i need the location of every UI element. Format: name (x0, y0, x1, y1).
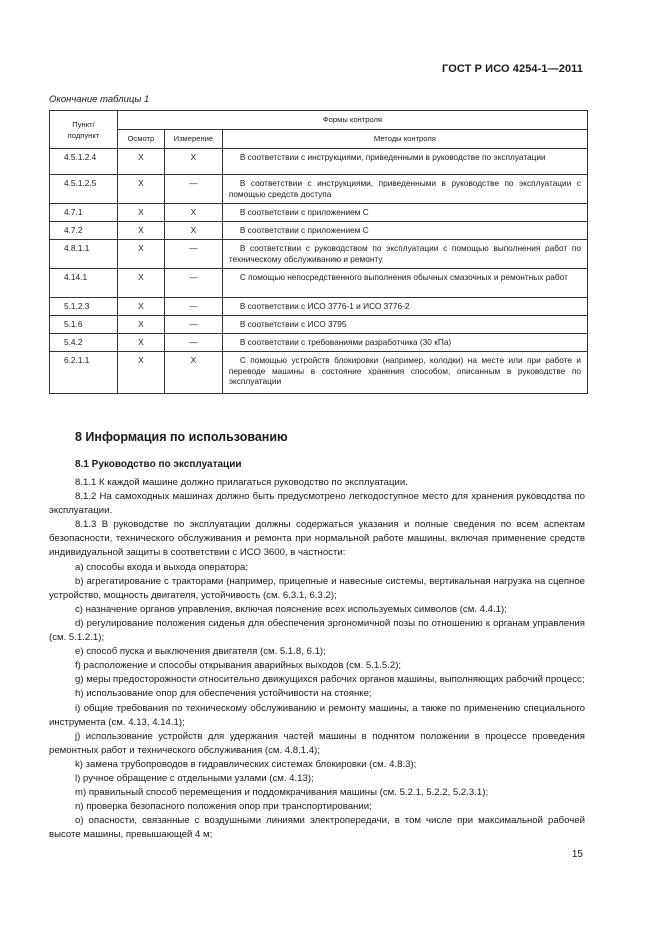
inspection-cell: X (117, 316, 164, 334)
list-item: n) проверка безопасного положения опор при транспортировании; (75, 801, 372, 813)
body-text (49, 476, 585, 842)
measurement-cell: X (164, 352, 222, 394)
inspection-cell: X (117, 175, 164, 204)
method-cell: В соответствии с инструкциями, приведенными в руководстве по эксплуатации (222, 149, 587, 175)
control-forms-table (49, 110, 588, 394)
inspection-cell: X (117, 222, 164, 240)
list-item: b) агрегатирование с тракторами (например, прицепные и навесные системы, вертикальная нагрузка на сцепное устройство, мощность двигателя, устойчивость (см. 6.3.1, 6.3.2); (49, 575, 585, 601)
method-cell: В соответствии с требованиями разработчика (30 кПа) (222, 334, 587, 352)
list-item: k) замена трубопроводов в гидравлических системах блокировки (см. 4.8.3); (75, 758, 417, 770)
table-row (50, 316, 588, 334)
list-item: g) меры предосторожности относительно движущихся рабочих органов машины, выполняющих рабочий процесс; (75, 674, 585, 686)
header-methods: Методы контроля (222, 130, 587, 149)
list-item: l) ручное обращение с отдельными узлами (см. 4.13); (75, 772, 314, 784)
method-cell: В соответствии с ИСО 3776-1 и ИСО 3776-2 (222, 298, 587, 316)
measurement-cell: — (164, 334, 222, 352)
list-item: f) расположение и способы открывания аварийных выходов (см. 5.1.5.2); (75, 660, 402, 672)
inspection-cell: X (117, 269, 164, 298)
item-cell: 5.1.2.3 (50, 298, 118, 316)
paragraph: 8.1.1 К каждой машине должно прилагаться руководство по эксплуатации. (75, 477, 408, 488)
list-item: m) правильный способ перемещения и поддомкрачивания машины (см. 5.2.1, 5.2.2, 5.2.3.1); (75, 787, 489, 799)
header-measurement: Измерение (164, 130, 222, 149)
list-item: j) использование устройств для удержания частей машины в поднятом положении в процессе проведения ремонтных работ и технического обслуживания (см. 4.8.1.4); (49, 730, 585, 756)
method-cell: В соответствии с приложением С (222, 204, 587, 222)
item-cell: 4.5.1.2.5 (50, 175, 118, 204)
measurement-cell: X (164, 204, 222, 222)
inspection-cell: X (117, 204, 164, 222)
item-cell: 4.14.1 (50, 269, 118, 298)
measurement-cell: X (164, 222, 222, 240)
method-cell: В соответствии с приложением С (222, 222, 587, 240)
measurement-cell: X (164, 149, 222, 175)
item-cell: 4.7.2 (50, 222, 118, 240)
item-cell: 4.8.1.1 (50, 240, 118, 269)
table-row (50, 222, 588, 240)
table-caption: Окончание таблицы 1 (49, 94, 150, 105)
table-row (50, 204, 588, 222)
list-item: o) опасности, связанные с воздушными линиями электропередачи, в том числе при максимальной рабочей высоте машины, превышающей 4 м; (49, 815, 585, 841)
measurement-cell: — (164, 316, 222, 334)
list-item: i) общие требования по техническому обслуживанию и ремонту машины, а также по применению специального инструмента (см. 4.13, 4.14.1); (49, 702, 585, 728)
table-row (50, 175, 588, 204)
header-control-forms: Формы контроля (117, 111, 587, 130)
inspection-cell: X (117, 149, 164, 175)
measurement-cell: — (164, 269, 222, 298)
header-inspection: Осмотр (117, 130, 164, 149)
paragraph: 8.1.2 На самоходных машинах должно быть предусмотрено легкодоступное место для хранения руководства по эксплуатации. (49, 491, 585, 517)
table-row (50, 240, 588, 269)
table-row (50, 298, 588, 316)
item-cell: 5.1.6 (50, 316, 118, 334)
table-row (50, 352, 588, 394)
table-row (50, 149, 588, 175)
measurement-cell: — (164, 298, 222, 316)
inspection-cell: X (117, 240, 164, 269)
table-row (50, 269, 588, 298)
subsection-title: 8.1 Руководство по эксплуатации (75, 459, 242, 470)
list-item: d) регулирование положения сиденья для обеспечения эргономичной позы по отношению к органам управления (см. 5.1.2.1); (49, 617, 585, 644)
item-cell: 6.2.1.1 (50, 352, 118, 394)
inspection-cell: X (117, 298, 164, 316)
inspection-cell: X (117, 352, 164, 394)
list-item: e) способ пуска и выключения двигателя (см. 5.1.8, 6.1); (75, 646, 326, 658)
measurement-cell: — (164, 175, 222, 204)
page-number: 15 (571, 849, 583, 860)
standard-designation: ГОСТ Р ИСО 4254-1—2011 (442, 63, 583, 75)
inspection-cell: X (117, 334, 164, 352)
method-cell: В соответствии с руководством по эксплуатации с помощью выполнения работ по техническому обслуживанию и ремонту (222, 240, 587, 269)
paragraph: 8.1.3 В руководстве по эксплуатации должны содержаться указания и полные сведения по всем аспектам безопасности, технического обслуживания и ремонта при нормальной работе машины, включая применение средств индивидуальной защиты в соответствии с ИСО 3600, в частности: (49, 519, 585, 559)
list-item: c) назначение органов управления, включая пояснение всех используемых символов (см. 4.4.1); (75, 603, 507, 615)
table-row (50, 334, 588, 352)
method-cell: В соответствии с ИСО 3795 (222, 316, 587, 334)
item-cell: 5.4.2 (50, 334, 118, 352)
item-cell: 4.5.1.2.4 (50, 149, 118, 175)
section-title: 8 Информация по использованию (75, 430, 288, 444)
method-cell: В соответствии с инструкциями, приведенными в руководстве по эксплуатации с помощью средств доступа (222, 175, 587, 204)
list-item: а) способы входа и выхода оператора; (75, 561, 249, 573)
method-cell: С помощью непосредственного выполнения обычных смазочных и ремонтных работ (222, 269, 587, 298)
measurement-cell: — (164, 240, 222, 269)
item-cell: 4.7.1 (50, 204, 118, 222)
list-item: h) использование опор для обеспечения устойчивости на стоянке; (75, 688, 372, 700)
method-cell: С помощью устройств блокировки (например, колодки) на месте или при работе и переводе машины в состояние хранения способом, описанным в руководстве по эксплуатации (222, 352, 587, 394)
header-item: Пункт/ подпункт (50, 111, 118, 149)
